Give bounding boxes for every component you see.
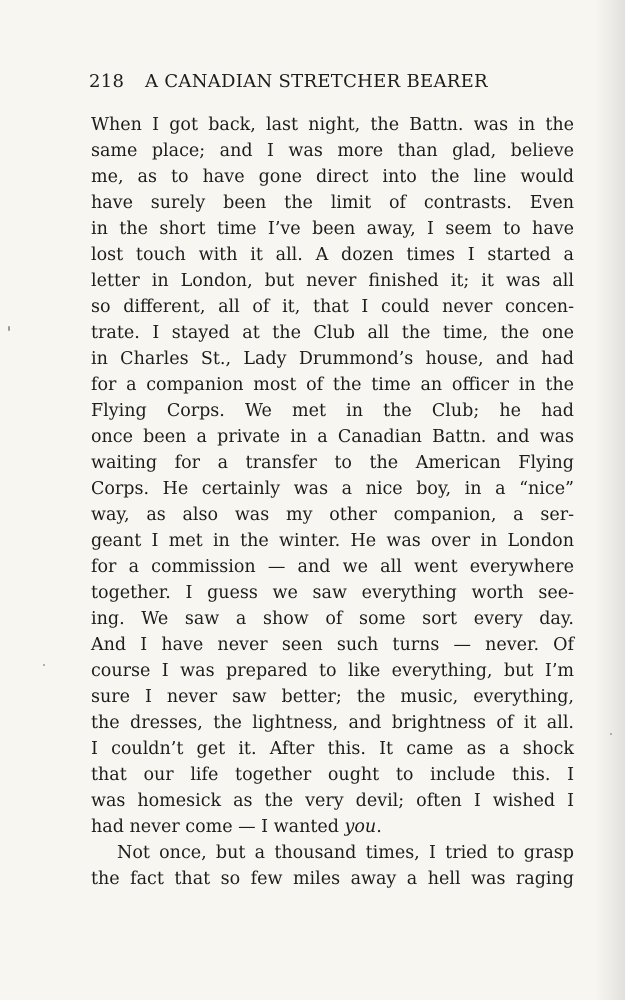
text-line: And I have never seen such turns — never. Of [91, 635, 574, 655]
paper-speck [8, 326, 10, 331]
running-head [89, 71, 539, 95]
text-line: together. I guess we saw everything worth see- [91, 583, 574, 603]
text-line: When I got back, last night, the Battn. was in the [91, 115, 574, 135]
text-line: me, as to have gone direct into the line would [91, 167, 574, 187]
page-number: 218 [89, 71, 125, 92]
text-line: same place; and I was more than glad, believe [91, 141, 574, 161]
paragraph-1 [91, 112, 574, 840]
paper-speck [43, 664, 45, 666]
text-line: trate. I stayed at the Club all the time, the one [91, 323, 574, 343]
text-line: was homesick as the very devil; often I wished I [91, 791, 574, 811]
line-text: had never come — I wanted [91, 817, 345, 837]
text-line: geant I met in the winter. He was over in London [91, 531, 574, 551]
text-line [91, 814, 574, 840]
text-line: once been a private in a Canadian Battn. and was [91, 427, 574, 447]
text-line: in the short time I’ve been away, I seem to have [91, 219, 574, 239]
text-line: in Charles St., Lady Drummond’s house, and had [91, 349, 574, 369]
text-line: so different, all of it, that I could never concen- [91, 297, 574, 317]
text-line: Flying Corps. We met in the Club; he had [91, 401, 574, 421]
text-line: I couldn’t get it. After this. It came as a shock [91, 739, 574, 759]
text-line: that our life together ought to include this. I [91, 765, 574, 785]
text-line: way, as also was my other companion, a ser- [91, 505, 574, 525]
text-line: ing. We saw a show of some sort every day. [91, 609, 574, 629]
emphasized-word: you [344, 817, 377, 837]
text-line: Corps. He certainly was a nice boy, in a “nice” [91, 479, 574, 499]
text-line: Not once, but a thousand times, I tried to grasp [117, 843, 574, 863]
text-line: sure I never saw better; the music, everything, [91, 687, 574, 707]
paper-speck [610, 733, 612, 735]
text-line: have surely been the limit of contrasts. Even [91, 193, 574, 213]
running-title: A CANADIAN STRETCHER BEARER [145, 71, 488, 92]
paragraph-2 [91, 840, 574, 892]
text-line: lost touch with it all. A dozen times I started a [91, 245, 574, 265]
text-line: course I was prepared to like everything, but I’m [91, 661, 574, 681]
page-edge-shadow [595, 0, 625, 1000]
text-line: the dresses, the lightness, and brightness of it all. [91, 713, 574, 733]
text-line: for a companion most of the time an officer in the [91, 375, 574, 395]
body-text [91, 112, 574, 892]
text-line: for a commission — and we all went everywhere [91, 557, 574, 577]
text-line: letter in London, but never finished it; it was all [91, 271, 574, 291]
line-punctuation: . [376, 817, 382, 837]
text-line: the fact that so few miles away a hell was raging [91, 869, 574, 889]
text-line: waiting for a transfer to the American Flying [91, 453, 574, 473]
